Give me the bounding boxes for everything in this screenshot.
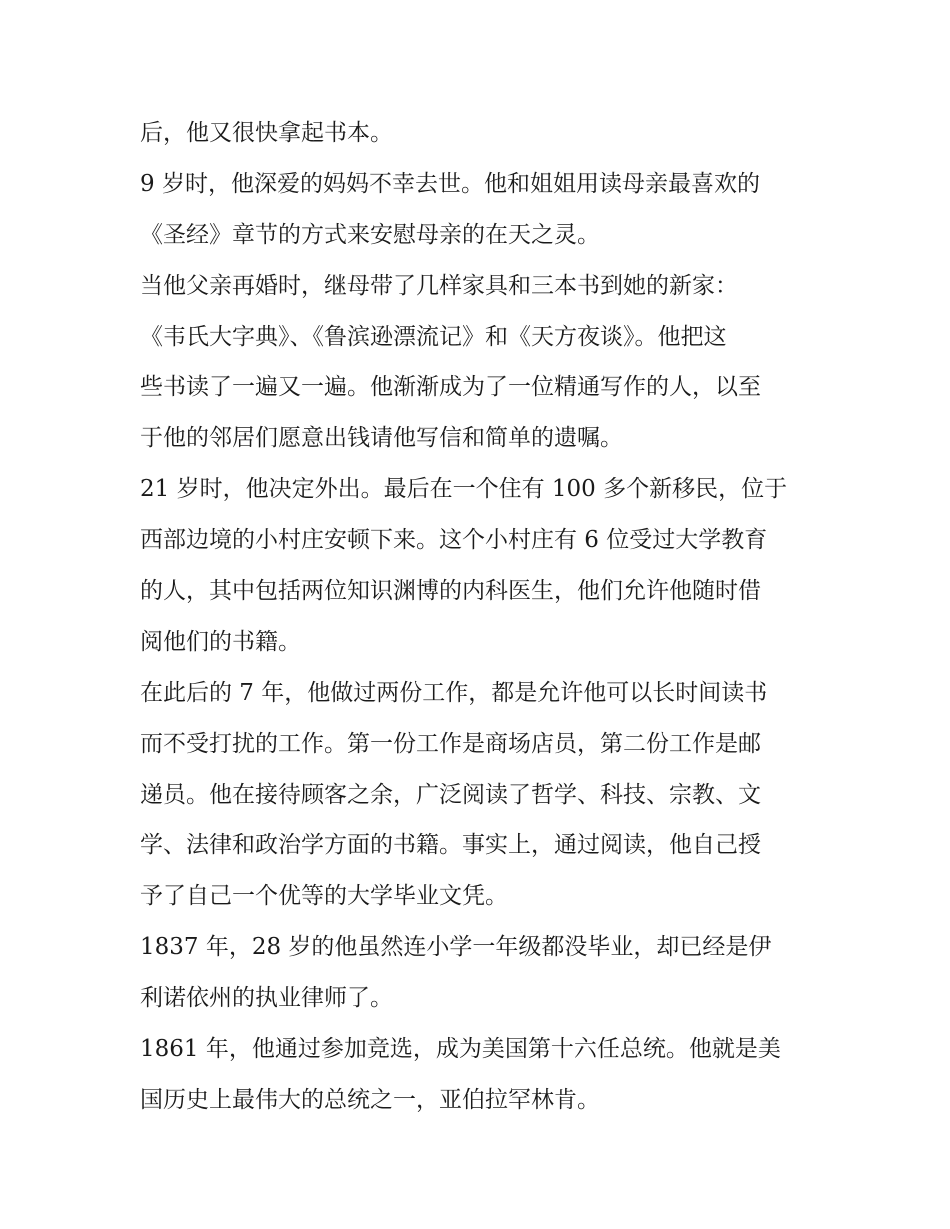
text-line: 递员。他在接待顾客之余，广泛阅读了哲学、科技、宗教、文	[140, 781, 761, 808]
text-line: 21 岁时，他决定外出。最后在一个住有 100 多个新移民，位于	[140, 476, 788, 503]
text-line: 予了自己一个优等的大学毕业文凭。	[140, 883, 508, 910]
body-text	[140, 108, 815, 1126]
text-line: 《圣经》章节的方式来安慰母亲的在天之灵。	[140, 221, 600, 248]
text-line: 当他父亲再婚时，继母带了几样家具和三本书到她的新家：	[140, 272, 738, 299]
text-line: 后，他又很快拿起书本。	[140, 120, 393, 146]
text-line: 阅他们的书籍。	[140, 628, 301, 655]
text-line: 学、法律和政治学方面的书籍。事实上，通过阅读，他自己授	[140, 832, 761, 859]
text-line: 9 岁时，他深爱的妈妈不幸去世。他和姐姐用读母亲最喜欢的	[140, 170, 760, 197]
text-line: 1861 年，他通过参加竞选，成为美国第十六任总统。他就是美	[140, 1036, 781, 1063]
text-line: 的人，其中包括两位知识渊博的内科医生，他们允许他随时借	[140, 578, 761, 605]
text-line: 1837 年，28 岁的他虽然连小学一年级都没毕业，却已经是伊	[140, 934, 772, 961]
text-line: 于他的邻居们愿意出钱请他写信和简单的遗嘱。	[140, 425, 623, 452]
text-line: 些书读了一遍又一遍。他渐渐成为了一位精通写作的人，以至	[140, 374, 761, 401]
text-line: 国历史上最伟大的总统之一，亚伯拉罕林肯。	[140, 1086, 600, 1113]
text-line: 在此后的 7 年，他做过两份工作，都是允许他可以长时间读书	[140, 679, 768, 706]
text-line: 《韦氏大字典》、《鲁滨逊漂流记》和《天方夜谈》。他把这	[140, 323, 727, 350]
text-line: 西部边境的小村庄安顿下来。这个小村庄有 6 位受过大学教育	[140, 527, 768, 554]
text-line: 而不受打扰的工作。第一份工作是商场店员，第二份工作是邮	[140, 730, 761, 757]
text-line: 利诺依州的执业律师了。	[140, 985, 393, 1012]
